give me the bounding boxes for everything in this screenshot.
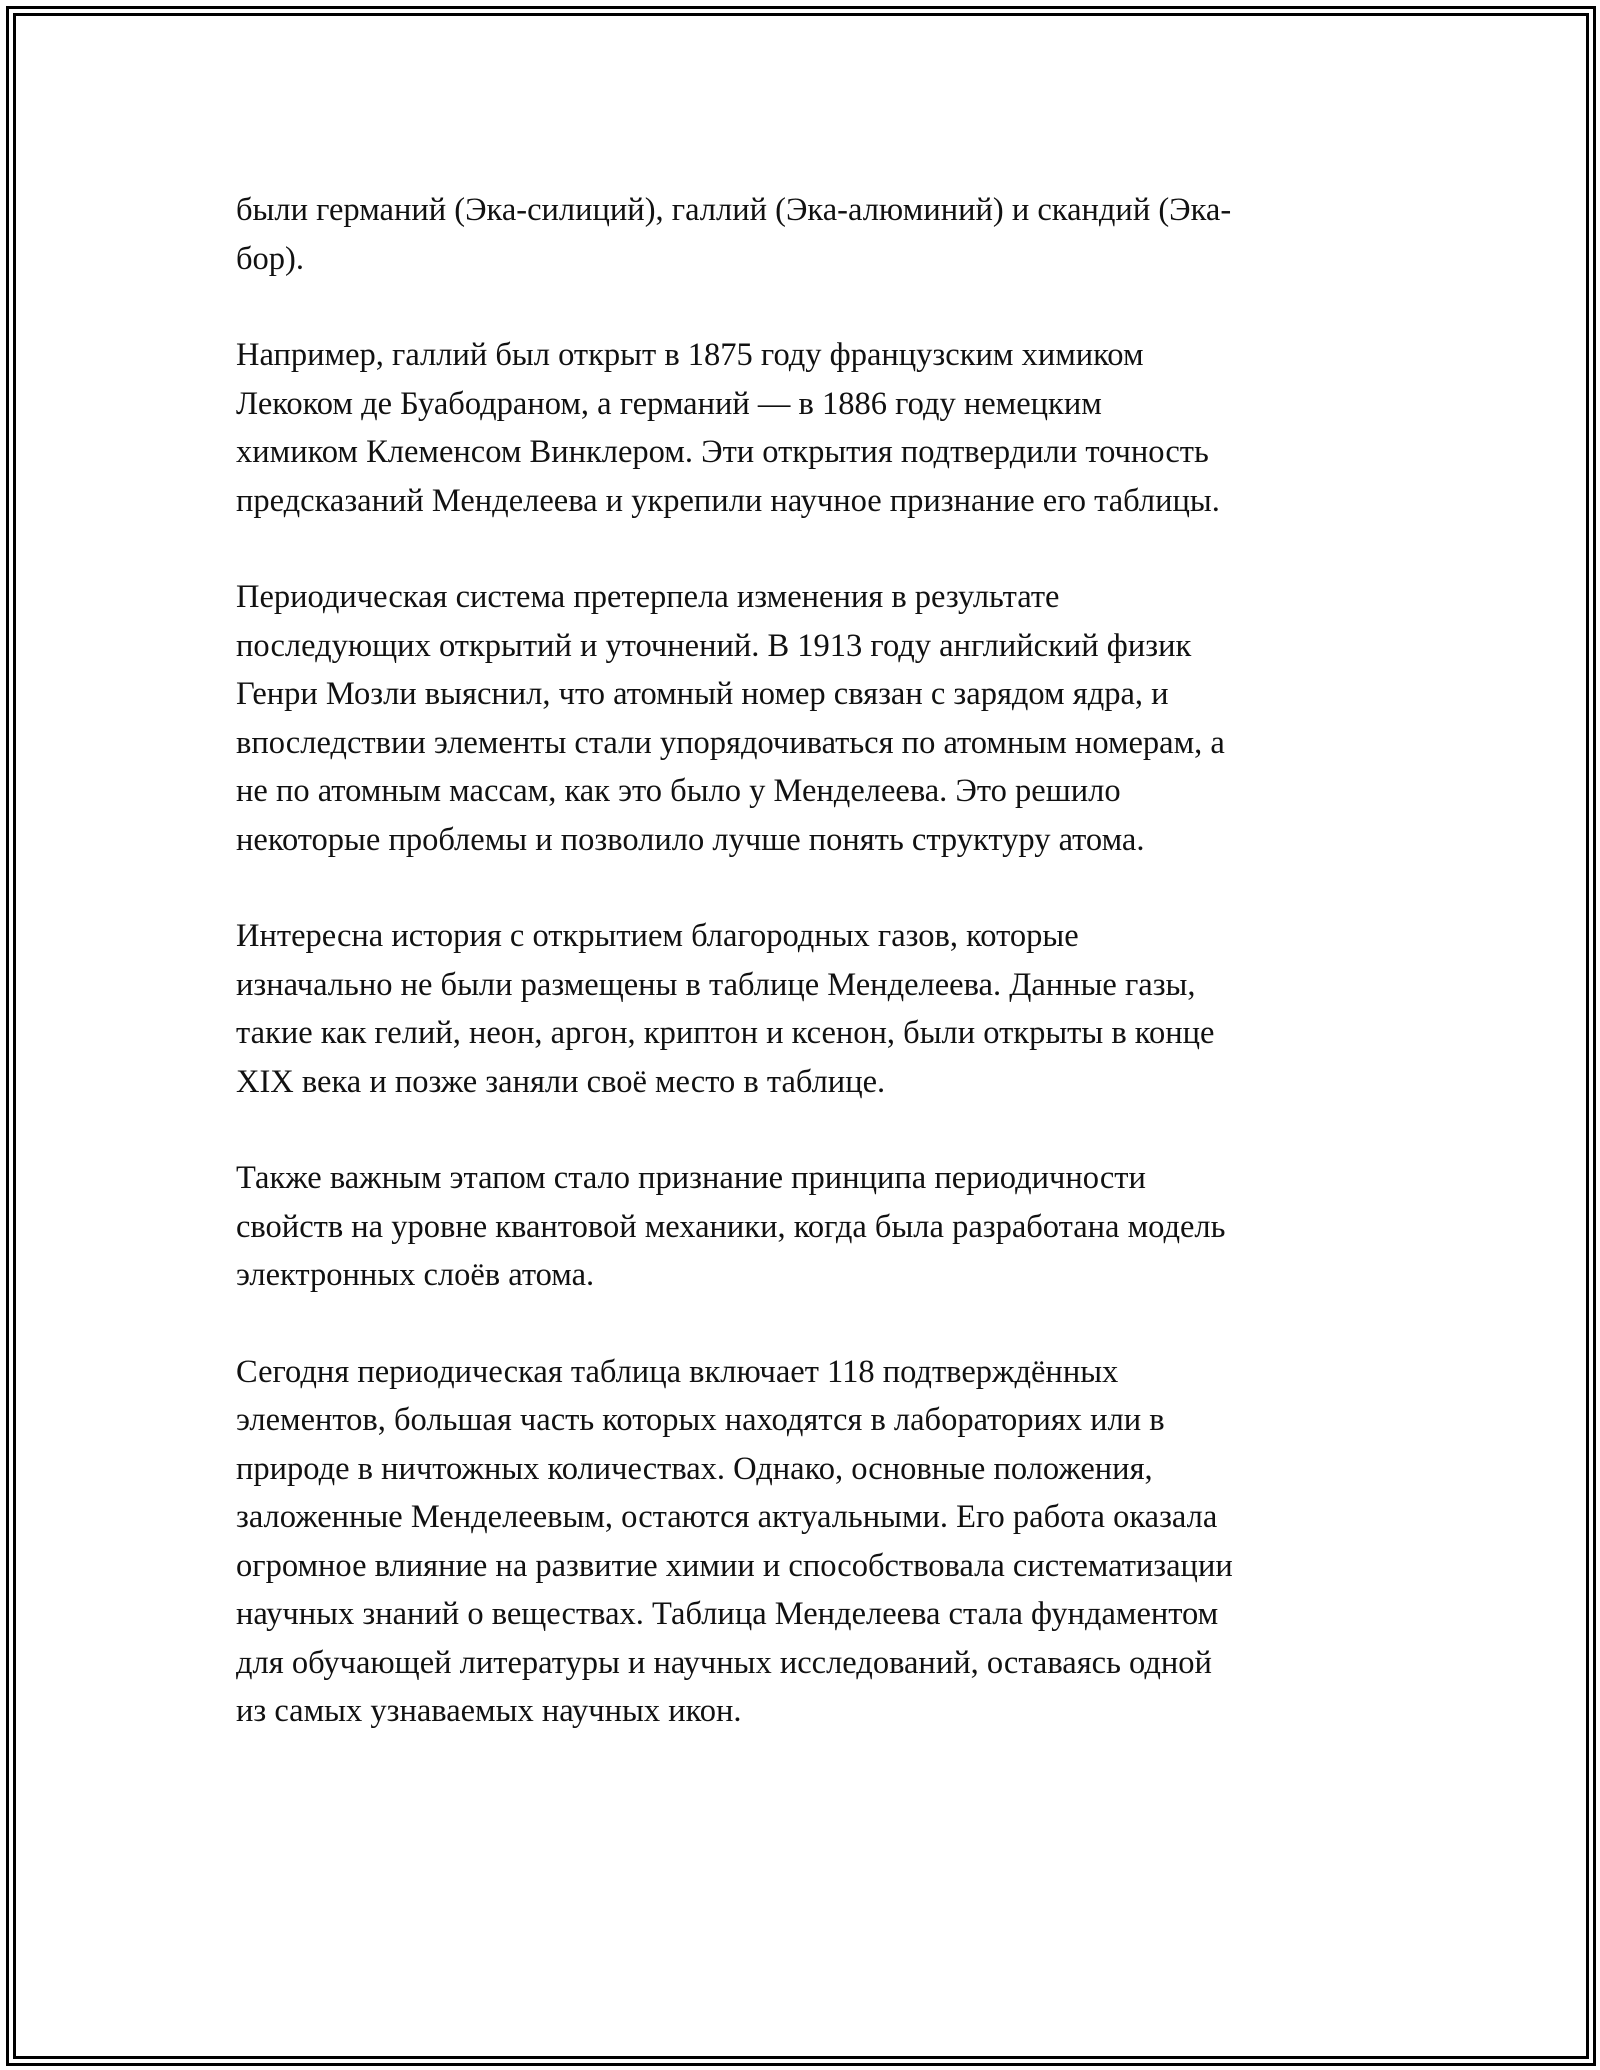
paragraph-6: Сегодня периодическая таблица включает 118 подтверждённых элементов, большая часть которых находятся в лабораториях или в природе в ничтожных количествах. Однако, основные положения, заложенные Менделеевым, остаются актуальными. Его работа оказала огромное влияние на развитие химии и способствовала систематизации научных знаний о веществах. Таблица Менделеева стала фундаментом для обучающей литературы и научных исследований, оставаясь одной из самых узнаваемых научных икон. (236, 1353, 1233, 1729)
document-body (236, 186, 1361, 1784)
paragraph-3: Периодическая система претерпела изменения в результате последующих открытий и уточнений. В 1913 году английский физик Генри Мозли выяснил, что атомный номер связан с зарядом ядра, и впоследствии элементы стали упорядочиваться по атомным номерам, а не по атомным массам, как это было у Менделеева. Это решило некоторые проблемы и позволило лучше понять структуру атома. (236, 579, 1225, 858)
paragraph-5: Также важным этапом стало признание принципа периодичности свойств на уровне квантовой механики, когда была разработана модель электронных слоёв атома. (236, 1160, 1226, 1293)
paragraph-4: Интересна история с открытием благородных газов, которые изначально не были размещены в таблице Менделеева. Данные газы, такие как гелий, неон, аргон, криптон и ксенон, были открыты в конце XIX века и позже заняли своё место в таблице. (236, 918, 1215, 1100)
paragraph-1: были германий (Эка-силиций), галлий (Эка-алюминий) и скандий (Эка- бор). (236, 192, 1232, 277)
paragraph-2: Например, галлий был открыт в 1875 году французским химиком Лекоком де Буабодраном, а германий — в 1886 году немецким химиком Клеменсом Винклером. Эти открытия подтвердили точность предсказаний Менделеева и укрепили научное признание его таблицы. (236, 337, 1220, 519)
